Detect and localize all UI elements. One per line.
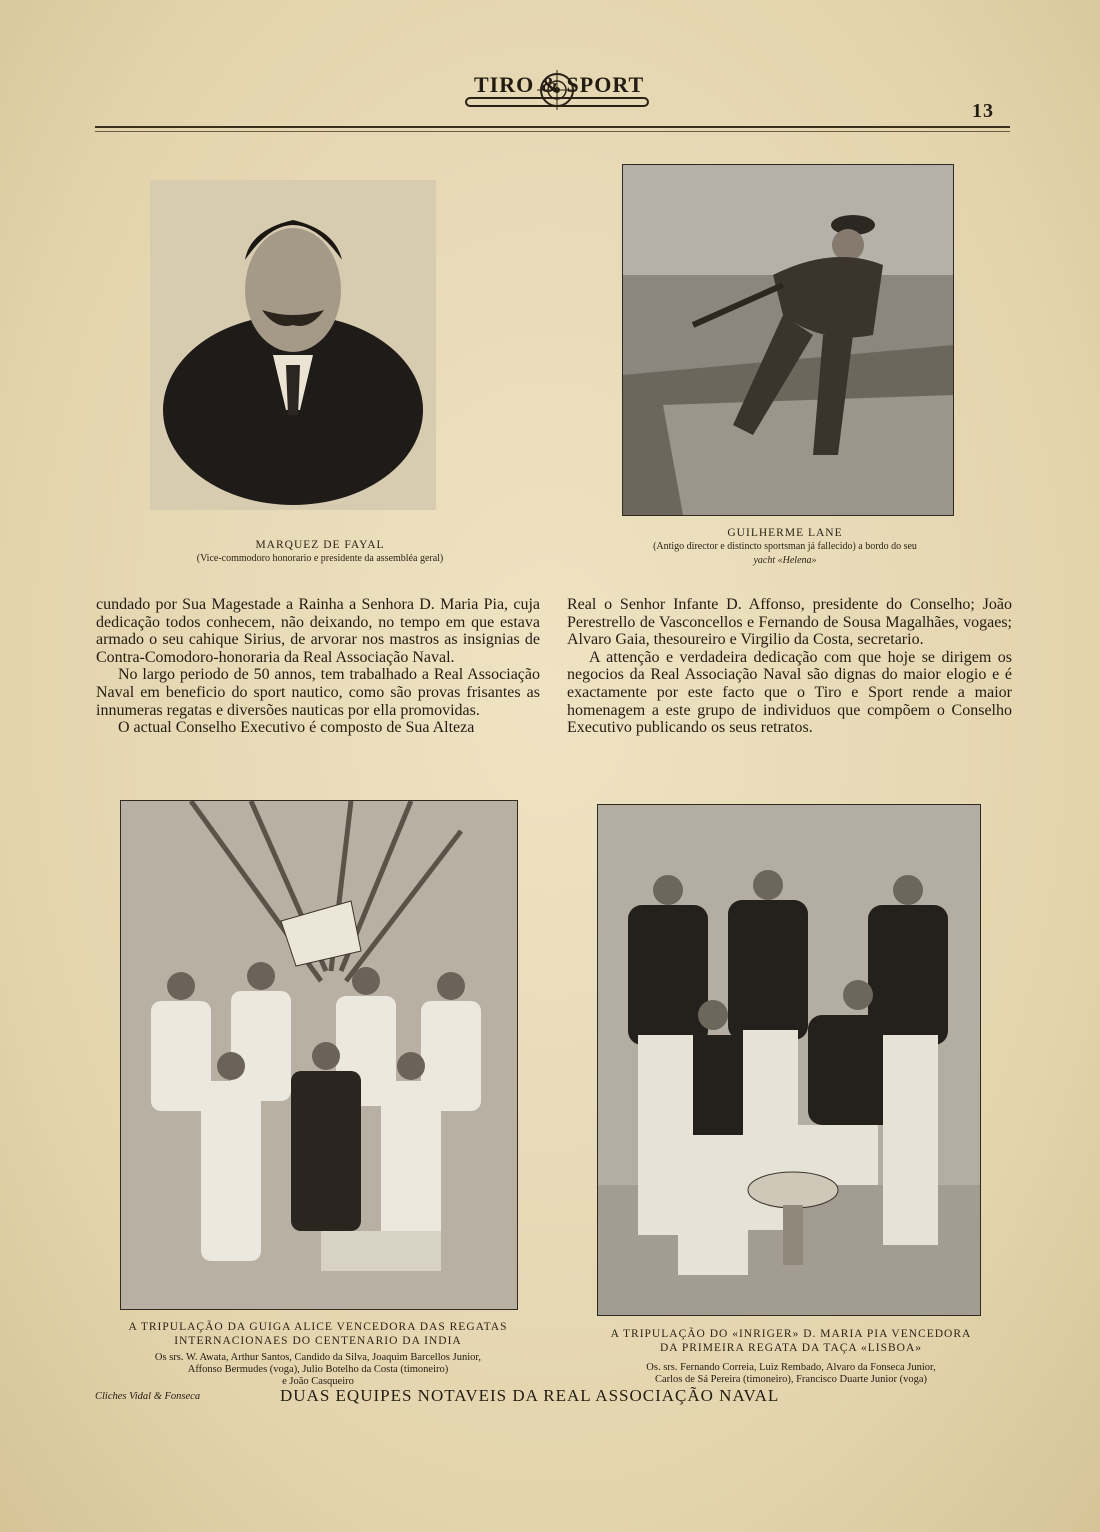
header-rule-thin (95, 131, 1010, 132)
names-line-3: e João Casqueiro (282, 1376, 354, 1387)
names-line-2: Carlos de Sá Pereira (timoneiro), Francisco Duarte Junior (voga) (654, 1374, 928, 1385)
caption-guilherme-lane (610, 526, 960, 568)
caption-guiga-alice (116, 1320, 520, 1348)
names-line-2: Affonso Bermudes (voga), Julio Botelho da Costa (timoneiro) (187, 1364, 449, 1375)
photo-guilherme-lane-yacht (622, 164, 954, 516)
photo-credit: Cliches Vidal & Fonseca (95, 1391, 201, 1402)
caption-line-1: A TRIPULAÇÃO DO «INRIGER» D. MARIA PIA VENCEDORA (610, 1328, 972, 1340)
masthead-text: TIRO & SPORT (474, 72, 645, 97)
photo-crew-d-maria-pia (597, 804, 981, 1316)
photo-crew-guiga-alice (120, 800, 518, 1310)
article-column-left (96, 596, 540, 737)
page-footer-title: DUAS EQUIPES NOTAVEIS DA REAL ASSOCIAÇÃO NAVAL (280, 1386, 780, 1405)
paragraph: O actual Conselho Executivo é composto de Sua Alteza (118, 719, 475, 737)
caption-line-2: DA PRIMEIRA REGATA DA TAÇA «LISBOA» (659, 1342, 923, 1354)
names-line-1: Os. srs. Fernando Correia, Luiz Rembado, Alvaro da Fonseca Junior, (646, 1362, 936, 1373)
article-column-right (567, 596, 1012, 737)
portrait-marquez-de-fayal (150, 180, 436, 510)
names-d-maria-pia (596, 1362, 986, 1386)
caption-title: MARQUEZ DE FAYAL (255, 539, 385, 551)
page-number: 13 (972, 100, 994, 122)
caption-subtitle: (Vice-commodoro honorario e presidente da assembléa geral) (196, 553, 444, 564)
paragraph: cundado por Sua Magestade a Rainha a Senhora D. Maria Pia, cuja dedicação todos conhecem, não deixando, no tempo em que estava armado o seu cahique Sirius, de arvorar nos mastros as insignias de Contra-Comodoro-honoraria da Real Associação Naval. (96, 596, 540, 666)
header-rule (95, 126, 1010, 128)
caption-d-maria-pia (596, 1327, 986, 1355)
names-guiga-alice (116, 1352, 520, 1388)
caption-line-2: INTERNACIONAES DO CENTENARIO DA INDIA (174, 1335, 462, 1347)
caption-subtitle-1: (Antigo director e distincto sportsman já fallecido) a bordo do seu (653, 541, 917, 552)
caption-subtitle-2: yacht «Helena» (753, 555, 817, 566)
caption-marquez (150, 538, 490, 566)
paragraph: Real o Senhor Infante D. Affonso, presidente do Conselho; João Perestrello de Vasconcellos e Fernando de Sousa Magalhães, vogaes; Alvaro Gaia, thesoureiro e Virgilio da Costa, secretario. (567, 596, 1012, 649)
caption-line-1: A TRIPULAÇÃO DA GUIGA ALICE VENCEDORA DAS REGATAS (128, 1321, 508, 1333)
paragraph: A attenção e verdadeira dedicação com que hoje se dirigem os negocios da Real Associação Naval são dignas do maior elogio e é exactamente por este facto que o Tiro e Sport rende a maior homenagem a este grupo de individuos que compõem o Conselho Executivo publicando os seus retratos. (567, 648, 1012, 737)
names-line-1: Os srs. W. Awata, Arthur Santos, Candido da Silva, Joaquim Barcellos Junior, (154, 1352, 482, 1363)
caption-title: GUILHERME LANE (727, 527, 843, 539)
masthead-logo (462, 68, 652, 114)
paragraph: No largo periodo de 50 annos, tem trabalhado a Real Associação Naval em beneficio do sport nautico, como são provas frisantes as innumeras regatas e diversões nauticas por ella promovidas. (96, 666, 540, 719)
